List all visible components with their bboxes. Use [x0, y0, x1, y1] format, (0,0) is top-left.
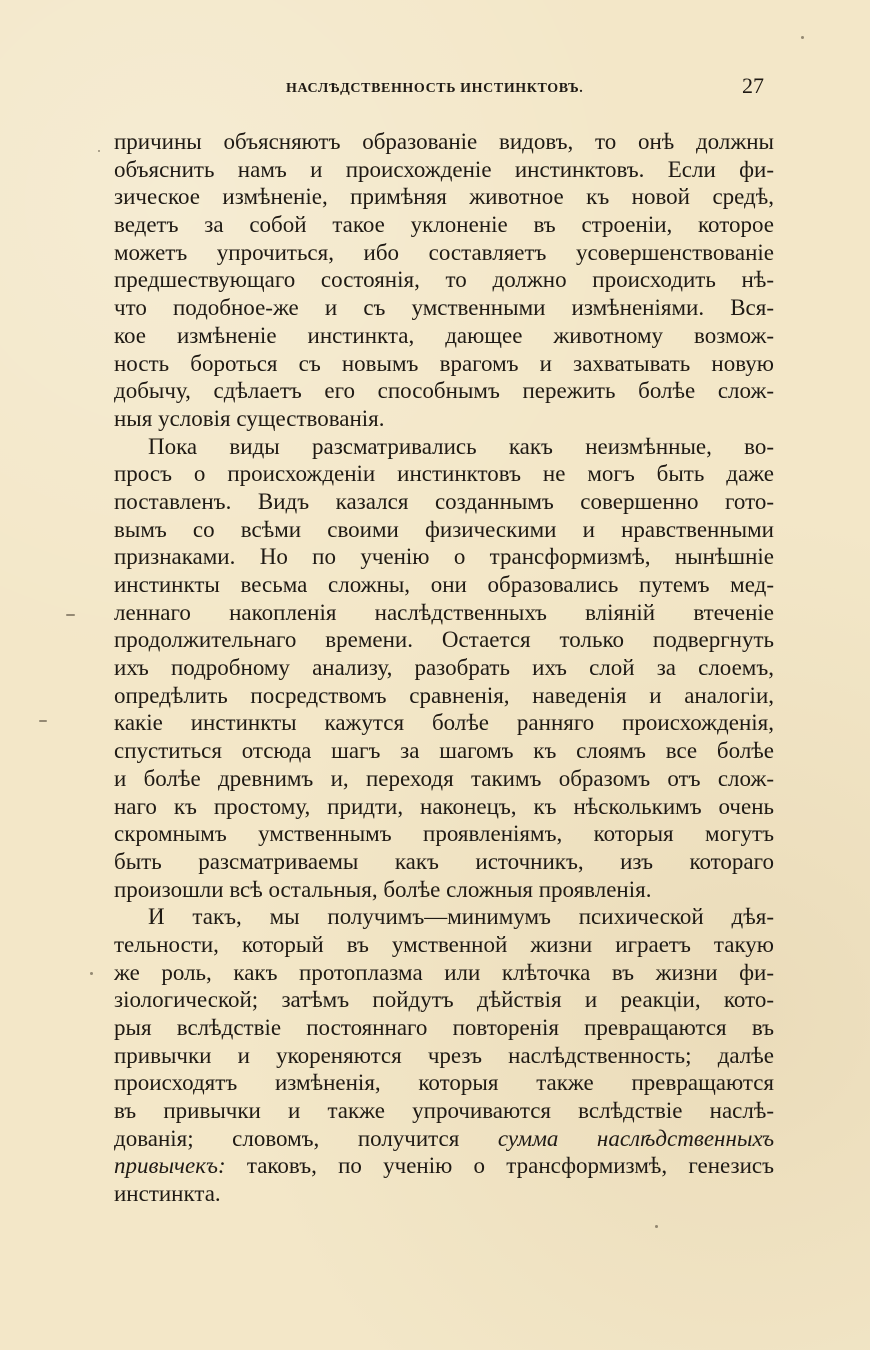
text-line: зическое измѣненіе, примѣняя животное къ новой средѣ,	[114, 184, 774, 210]
text-line: привычки и укореняются чрезъ наслѣдственность; далѣе	[114, 1042, 774, 1068]
text-line: спуститься отсюда шагъ за шагомъ къ слоямъ все болѣе	[114, 738, 774, 764]
text-line: поставленъ. Видъ казался созданнымъ совершенно гото-	[114, 488, 774, 514]
text-line: же роль, какъ протоплазма или клѣточка въ жизни фи-	[114, 959, 774, 985]
text-line: объяснить намъ и происхожденіе инстинктовъ. Если фи-	[114, 156, 774, 182]
text-line: опредѣлить посредствомъ сравненія, наведенія и аналогіи,	[114, 682, 774, 708]
text-line: инстинкты весьма сложны, они образовались путемъ мед-	[114, 572, 774, 597]
page-number: 27	[742, 73, 764, 98]
text-line: просъ о происхожденіи инстинктовъ не могъ быть даже	[114, 461, 774, 487]
text-line: рыя вслѣдствіе постояннаго повторенія превращаются въ	[114, 1015, 774, 1040]
text-line: ность бороться съ новымъ врагомъ и захватывать новую	[114, 350, 774, 376]
margin-mark	[39, 720, 47, 722]
text-line: признаками. Но по ученію о трансформизмѣ, нынѣшніе	[114, 544, 774, 570]
italic-phrase: сумма наслѣдственныхъ	[497, 1125, 775, 1151]
text-line: ведетъ за собой такое уклоненіе въ строеніи, которое	[114, 212, 774, 238]
italic-phrase: привычекъ:	[114, 1153, 226, 1179]
text-line: продолжительнаго времени. Остается только подвергнуть	[114, 627, 774, 653]
paper-spot	[90, 972, 93, 975]
page-body	[114, 128, 774, 1208]
text-line: какіе инстинкты кажутся болѣе ранняго происхожденія,	[114, 710, 774, 736]
text-line: добычу, сдѣлаетъ его способнымъ пережить болѣе слож-	[114, 378, 774, 404]
text-line: инстинкта.	[114, 1181, 221, 1207]
text-line: тельности, который въ умственной жизни играетъ такую	[114, 931, 774, 957]
margin-mark	[66, 614, 75, 616]
text-line: и болѣе древнимъ и, переходя такимъ образомъ отъ слож-	[114, 765, 774, 791]
paragraph-2	[114, 433, 774, 904]
text-line: скромнымъ умственнымъ проявленіямъ, которыя могутъ	[114, 821, 774, 847]
text-line: наго къ простому, придти, наконецъ, къ нѣсколькимъ очень	[114, 793, 774, 819]
paragraph-3	[114, 903, 774, 1208]
text-line: можетъ упрочиться, ибо составляетъ усовершенствованіе	[114, 239, 774, 265]
text-line: ихъ подробному анализу, разобрать ихъ слой за слоемъ,	[114, 655, 774, 681]
text-line: причины объясняютъ образованіе видовъ, то онѣ должны	[114, 129, 774, 154]
text-line: зіологической; затѣмъ пойдутъ дѣйствія и реакціи, кото-	[114, 987, 774, 1013]
text-line: что подобное-же и съ умственными измѣненіями. Вся-	[114, 295, 774, 321]
text-line: произошли всѣ остальныя, болѣе сложныя проявленія.	[114, 876, 652, 902]
paragraph-1	[114, 128, 774, 433]
text-line: вымъ со всѣми своими физическими и нравственными	[114, 516, 774, 542]
text-line: кое измѣненіе инстинкта, дающее животному возмож-	[114, 322, 774, 348]
text-line-mixed	[114, 1125, 774, 1153]
text-line: И такъ, мы получимъ—минимумъ психической дѣя-	[148, 904, 774, 930]
text-line: предшествующаго состоянія, то должно происходить нѣ-	[114, 267, 774, 293]
text-line: въ привычки и также упрочиваются вслѣдствіе наслѣ-	[114, 1098, 774, 1124]
text-line: быть разсматриваемы какъ источникъ, изъ котораго	[114, 848, 774, 874]
text-line-mixed	[114, 1152, 774, 1180]
paper-spot	[801, 36, 804, 39]
text-fragment: таковъ, по ученію о трансформизмѣ, генезисъ	[246, 1153, 774, 1179]
running-header: НАСЛѢДСТВЕННОСТЬ ИНСТИНКТОВЪ.	[286, 81, 584, 96]
text-line: происходятъ измѣненія, которыя также превращаются	[114, 1070, 774, 1096]
paper-spot	[98, 150, 100, 152]
text-line: ныя условія существованія.	[114, 405, 385, 431]
text-line: Пока виды разсматривались какъ неизмѣнные, во-	[148, 433, 774, 459]
text-fragment: дованія; словомъ, получится	[114, 1125, 460, 1151]
paper-spot	[655, 1225, 658, 1228]
text-line: леннаго накопленія наслѣдственныхъ вліяній втеченіе	[114, 599, 774, 625]
